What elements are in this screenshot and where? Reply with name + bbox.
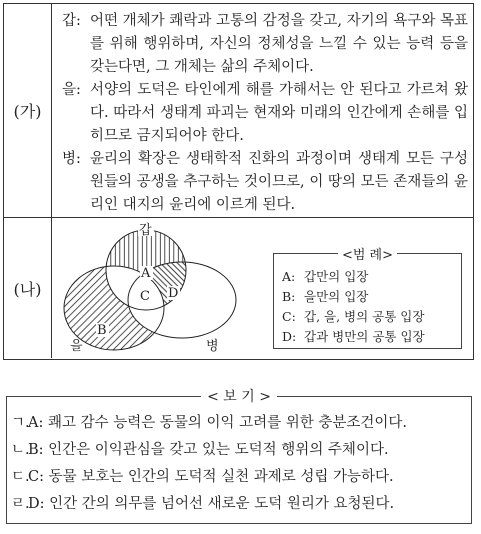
bogi-item-3[interactable]: [11, 464, 407, 491]
statement-eul: 서양의 도덕은 타인에게 해를 가해서는 안 된다고 가르쳐 왔다. 따라서 생태계 파괴는 현재와 미래의 인간에게 손해를 입히므로 금지되어야 한다.: [90, 82, 468, 144]
row-label-ga: (가): [4, 4, 52, 217]
speaker-byeong: 병:: [62, 151, 81, 167]
bogi-title: < 보 기 >: [201, 389, 277, 405]
bogi-text: B: 인간은 이익관심을 갖고 있는 도덕적 행위의 주체이다.: [28, 442, 389, 458]
paragraph-eul: [62, 79, 468, 148]
statement-byeong: 윤리의 확장은 생태학적 진화의 과정이며 생태계 모든 구성원들의 공생을 추구하는 것이므로, 이 땅의 모든 존재들의 윤리인 대지의 윤리에 이르게 된다.: [90, 151, 468, 213]
statement-gap: 어떤 개체가 쾌락과 고통의 감정을 갖고, 자기의 욕구와 목표를 위해 행위하며, 자신의 정체성을 느낄 수 있는 능력 등을 갖는다면, 그 개체는 삶의 주체이다.: [90, 13, 468, 75]
legend-text: 을만의 입장: [304, 289, 369, 304]
label-eul: 을: [70, 339, 83, 354]
legend-item: [282, 267, 425, 287]
legend-list: [282, 267, 425, 347]
label-byeong: 병: [206, 339, 219, 354]
bogi-text: A: 쾌고 감수 능력은 동물의 이익 고려를 위한 충분조건이다.: [28, 415, 407, 431]
legend-text: 갑과 병만의 공통 입장: [304, 329, 425, 344]
legend-text: 갑, 을, 병의 공통 입장: [304, 309, 425, 324]
bogi-text: C: 동물 보호는 인간의 도덕적 실천 과제로 성립 가능하다.: [28, 469, 394, 485]
row-na: [4, 218, 473, 358]
legend-key: B:: [282, 289, 296, 304]
venn-diagram: [56, 222, 256, 354]
row-ga: [4, 4, 473, 218]
passage: [62, 10, 468, 217]
paragraph-byeong: [62, 148, 468, 217]
bogi-item-1[interactable]: [11, 410, 407, 437]
bogi-text: D: 인간 간의 의무를 넘어선 새로운 도덕 원리가 요청된다.: [28, 496, 395, 512]
label-region-a: A: [141, 266, 151, 281]
legend-item: [282, 307, 425, 327]
question-table: [3, 3, 474, 360]
legend-key: D:: [282, 329, 297, 344]
bogi-mark: ㄹ.: [11, 496, 30, 512]
row-label-na: (나): [4, 218, 52, 358]
legend-text: 갑만의 입장: [304, 269, 369, 284]
legend-key: C:: [282, 309, 296, 324]
bogi-mark: ㄱ.: [11, 415, 30, 431]
bogi-item-2[interactable]: [11, 437, 407, 464]
label-region-c: C: [140, 289, 150, 304]
legend-key: A:: [282, 269, 296, 284]
bogi-mark: ㄷ.: [11, 469, 30, 485]
paragraph-gap: [62, 10, 468, 79]
label-region-b: B: [97, 323, 107, 338]
speaker-eul: 을:: [62, 82, 81, 98]
legend-box: [273, 248, 462, 349]
bogi-item-4[interactable]: [11, 491, 407, 518]
bogi-mark: ㄴ.: [11, 442, 30, 458]
bogi-list: [11, 410, 407, 518]
label-gap: 갑: [139, 223, 152, 238]
label-region-d: D: [168, 286, 179, 301]
speaker-gap: 갑:: [62, 13, 81, 29]
legend-item: [282, 287, 425, 307]
legend-item: [282, 327, 425, 347]
legend-title: <범 례>: [338, 248, 397, 263]
bogi-box: [6, 389, 472, 524]
